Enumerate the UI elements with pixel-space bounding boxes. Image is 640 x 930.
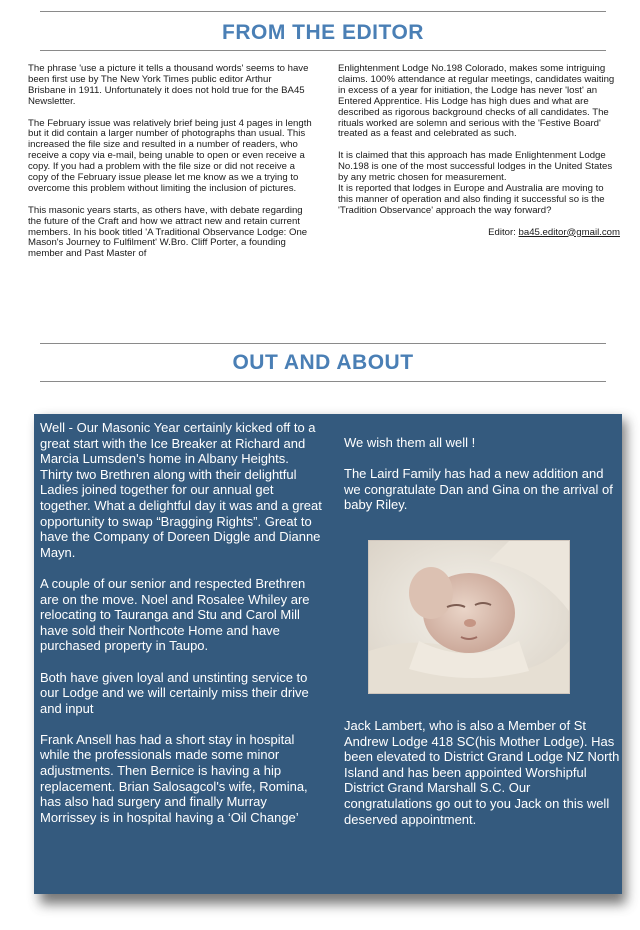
editor-email-link[interactable]: ba45.editor@gmail.com: [518, 226, 620, 238]
panel-left-column: [40, 420, 324, 841]
section-rule-top: [40, 343, 606, 344]
signature-label: Editor:: [488, 226, 516, 238]
editor-paragraph: The February issue was relatively brief being just 4 pages in length but it did contain a larger number of photographs than usual. This increased the file size and resulted in a number of readers, who receive a copy via e-mail, being unable to open or even receive a copy. If you had a problem with the file size or did not receive a copy of the February issue please let me know as we a trying to overcome this problem without limiting the inclusion of pictures.: [28, 117, 312, 194]
top-rule: [40, 11, 606, 12]
panel-paragraph: A couple of our senior and respected Brethren are on the move. Noel and Rosalee Whiley are relocating to Tauranga and Stu and Carol Mill have sold their Northcote Home and have purchased property in Taupo.: [40, 575, 310, 654]
panel-paragraph: Frank Ansell has had a short stay in hospital while the professionals made some minor adjustments. Then Bernice is having a hip replacement. Brian Salosagcol's wife, Romina, has also had surgery and finally Murray Morrissey is in hospital having a ‘Oil Change’: [40, 731, 308, 825]
editor-right-column: [338, 64, 620, 238]
editor-paragraph: It is reported that lodges in Europe and Australia are moving to this manner of operation and also finding it successful so is the 'Tradition Observance' approach the way forward?: [338, 182, 605, 216]
section-rule-bottom: [40, 381, 606, 382]
baby-photo: [368, 540, 570, 694]
panel-paragraph: We wish them all well !: [344, 435, 476, 450]
editor-heading-rule: [40, 50, 606, 51]
editor-paragraph: Enlightenment Lodge No.198 Colorado, makes some intriguing claims. 100% attendance at regular meetings, candidates waiting in excess of a year for initiation, the Lodge has never 'lost' an Entered Apprentice. His Lodge has high dues and what are described as rigorous background checks of all candidates. The rituals worked are solemn and serious with the 'Festive Board' treated as a feast and celebrated as such.: [338, 63, 615, 140]
panel-paragraph: Jack Lambert, who is also a Member of St Andrew Lodge 418 SC(his Mother Lodge). Has been elevated to District Grand Lodge NZ North Island and has been appointed Worshipful District Grand Marshall S.C. Our congratulations go out to you Jack on this well deserved appointment.: [344, 718, 620, 827]
panel-right-column-top: [344, 435, 620, 529]
editor-heading: FROM THE EDITOR: [222, 21, 424, 44]
out-and-about-panel: [34, 414, 622, 894]
panel-paragraph: Well - Our Masonic Year certainly kicked off to a great start with the Ice Breaker at Richard and Marcia Lumsden's home in Albany Heights. Thirty two Brethren along with their delightful Ladies joined together for our annual get together. What a delightful day it was and a great opportunity to swap “Bragging Rights”. Great to have the Company of Doreen Diggle and Dianne Mayn.: [40, 420, 322, 560]
editor-paragraph: The phrase 'use a picture it tells a thousand words' seems to have been first use by The New York Times public editor Arthur Brisbane in 1911. Unfortunately it does not hold true for the BA45 Newsletter.: [28, 63, 309, 107]
editor-left-column: [28, 64, 312, 271]
panel-right-column-bottom: [344, 718, 620, 843]
out-and-about-heading: OUT AND ABOUT: [232, 351, 414, 374]
editor-paragraph: This masonic years starts, as others have, with debate regarding the future of the Craft and how we attract new and retain current members. In his book titled 'A Traditional Observance Lodge: One Mason's Journey to Fulfilment' W.Bro. Cliff Porter, a founding member and Past Master of: [28, 204, 308, 260]
editor-signature: [338, 228, 620, 239]
panel-paragraph: Both have given loyal and unstinting service to our Lodge and we will certainly miss their drive and input: [40, 669, 309, 716]
editor-paragraph: It is claimed that this approach has made Enlightenment Lodge No.198 is one of the most successful lodges in the United States by any metric chosen for measurement.: [338, 150, 613, 184]
panel-paragraph: The Laird Family has had a new addition and we congratulate Dan and Gina on the arrival of baby Riley.: [344, 466, 613, 513]
